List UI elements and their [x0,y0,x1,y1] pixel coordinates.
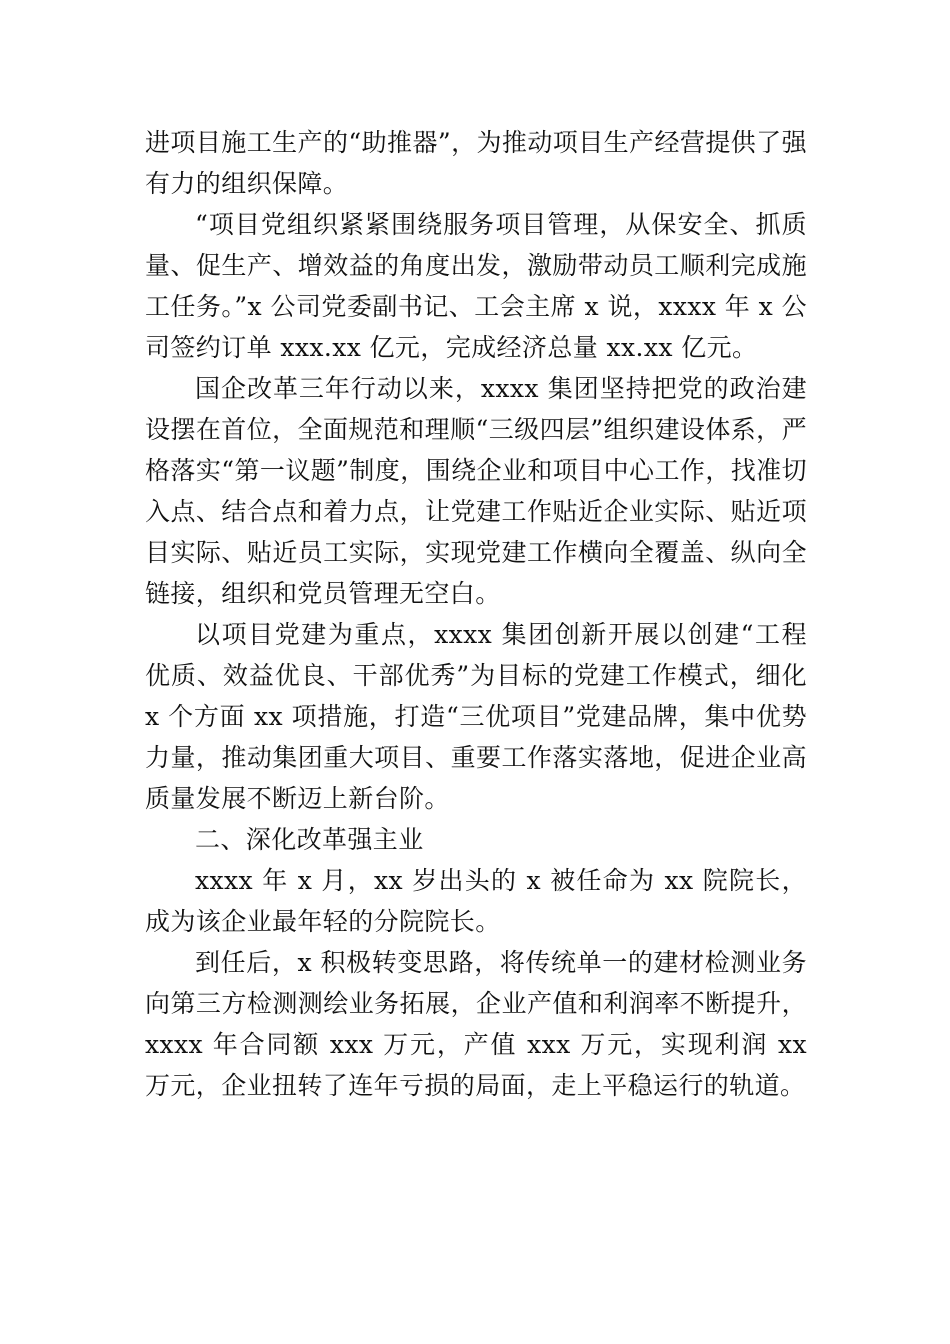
paragraph-results: 到任后，x 积极转变思路，将传统单一的建材检测业务向第三方检测测绘业务拓展，企业产值和利润率不断提升，xxxx 年合同额 xxx 万元，产值 xxx 万元，实现利润 xx 万元，企业扭转了连年亏损的局面，走上平稳运行的轨道。 [145,948,807,1100]
paragraph-quote: “项目党组织紧紧围绕服务项目管理，从保安全、抓质量、促生产、增效益的角度出发，激励带动员工顺利完成施工任务。”x 公司党委副书记、工会主席 x 说，xxxx 年 x 公司签约订单 xxx.xx 亿元，完成经济总量 xx.xx 亿元。 [145,210,807,362]
paragraph-appointment: xxxx 年 x 月，xx 岁出头的 x 被任命为 xx 院院长，成为该企业最年轻的分院院长。 [145,866,807,936]
paragraph-continuation: 进项目施工生产的“助推器”，为推动项目生产经营提供了强有力的组织保障。 [145,128,807,198]
paragraph-reform: 国企改革三年行动以来，xxxx 集团坚持把党的政治建设摆在首位，全面规范和理顺“三级四层”组织建设体系，严格落实“第一议题”制度，围绕企业和项目中心工作，找准切入点、结合点和着力点，让党建工作贴近企业实际、贴近项目实际、贴近员工实际，实现党建工作横向全覆盖、纵向全链接，组织和党员管理无空白。 [145,374,807,608]
document-body [145,122,807,1106]
paragraph-project-party: 以项目党建为重点，xxxx 集团创新开展以创建“工程优质、效益优良、干部优秀”为目标的党建工作模式，细化 x 个方面 xx 项措施，打造“三优项目”党建品牌，集中优势力量，推动集团重大项目、重要工作落实落地，促进企业高质量发展不断迈上新台阶。 [145,620,807,813]
section-heading: 二、深化改革强主业 [195,825,424,854]
